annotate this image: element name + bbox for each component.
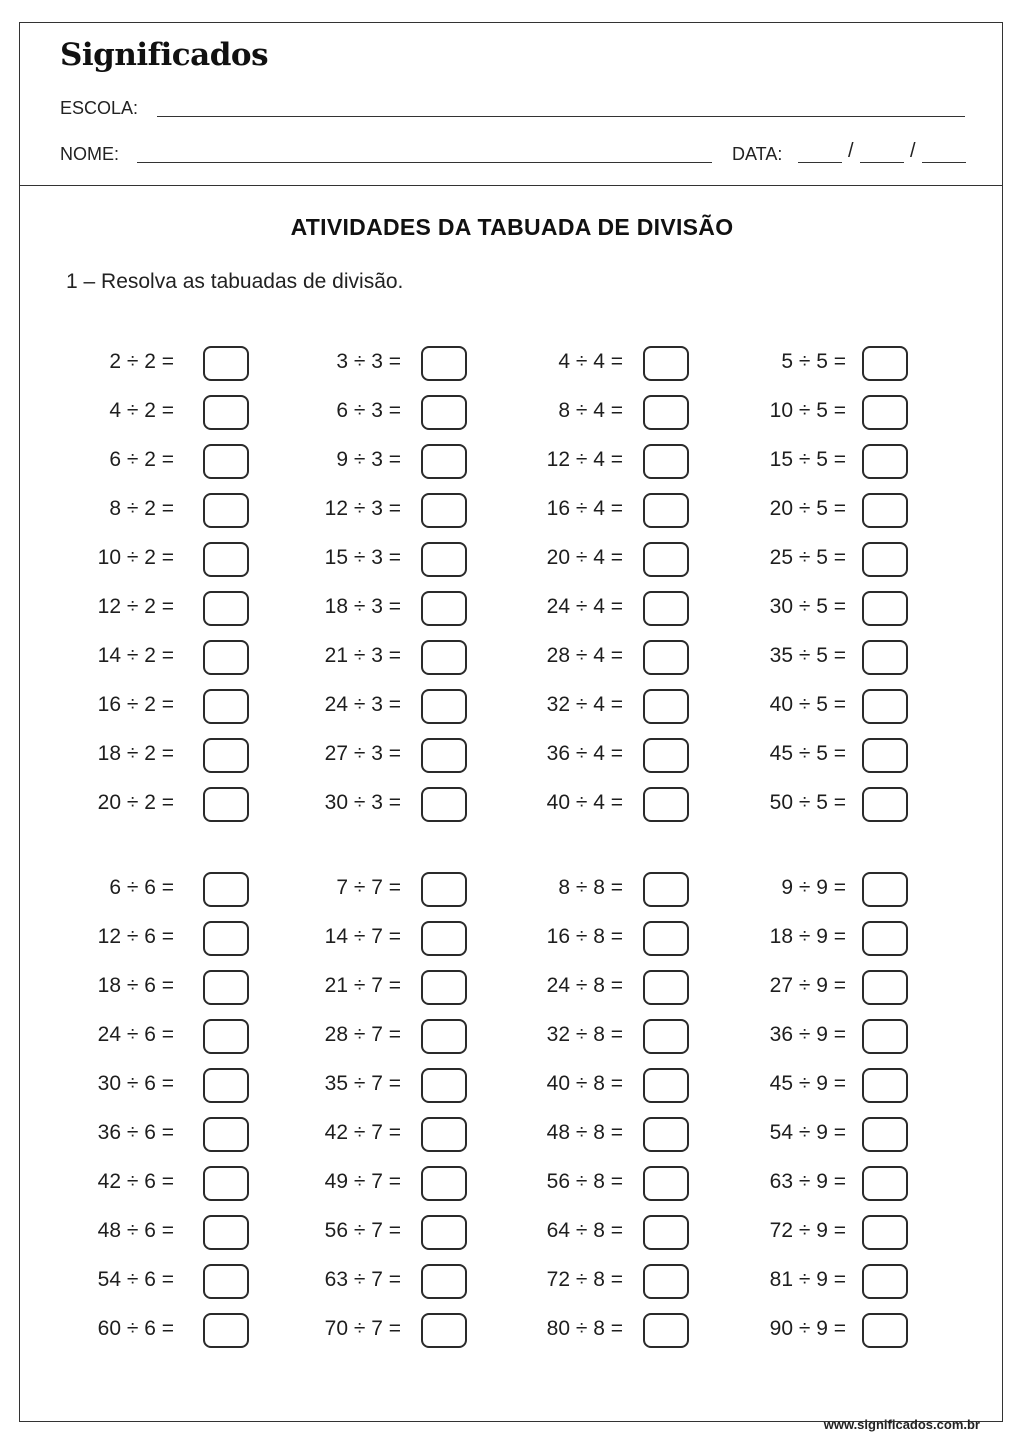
- answer-box[interactable]: [643, 1117, 689, 1152]
- answer-box[interactable]: [421, 493, 467, 528]
- answer-box[interactable]: [862, 1215, 908, 1250]
- answer-box[interactable]: [643, 689, 689, 724]
- division-problem: 12 ÷ 4 =: [546, 448, 623, 471]
- division-problem: 32 ÷ 8 =: [546, 1023, 623, 1046]
- answer-box[interactable]: [421, 738, 467, 773]
- answer-box[interactable]: [862, 346, 908, 381]
- division-problem: 5 ÷ 5 =: [781, 350, 846, 373]
- answer-box[interactable]: [203, 1313, 249, 1348]
- answer-box[interactable]: [643, 738, 689, 773]
- answer-box[interactable]: [421, 921, 467, 956]
- division-problem: 40 ÷ 4 =: [546, 791, 623, 814]
- division-problem: 18 ÷ 9 =: [769, 925, 846, 948]
- division-problem: 24 ÷ 8 =: [546, 974, 623, 997]
- worksheet-title: ATIVIDADES DA TABUADA DE DIVISÃO: [290, 214, 734, 240]
- answer-box[interactable]: [203, 395, 249, 430]
- brand-logo: Significados: [60, 37, 269, 73]
- division-problem: 35 ÷ 5 =: [769, 644, 846, 667]
- answer-box[interactable]: [862, 1264, 908, 1299]
- answer-box[interactable]: [203, 346, 249, 381]
- answer-box[interactable]: [643, 640, 689, 675]
- answer-box[interactable]: [203, 1117, 249, 1152]
- answer-box[interactable]: [643, 1019, 689, 1054]
- answer-box[interactable]: [643, 395, 689, 430]
- answer-box[interactable]: [421, 395, 467, 430]
- answer-box[interactable]: [203, 872, 249, 907]
- division-problem: 4 ÷ 2 =: [109, 399, 174, 422]
- answer-box[interactable]: [421, 1019, 467, 1054]
- answer-box[interactable]: [862, 872, 908, 907]
- answer-box[interactable]: [643, 346, 689, 381]
- answer-box[interactable]: [643, 970, 689, 1005]
- answer-box[interactable]: [203, 493, 249, 528]
- division-problem: 45 ÷ 5 =: [769, 742, 846, 765]
- division-problem: 56 ÷ 8 =: [546, 1170, 623, 1193]
- answer-box[interactable]: [203, 738, 249, 773]
- division-problem: 21 ÷ 3 =: [324, 644, 401, 667]
- division-problem: 40 ÷ 8 =: [546, 1072, 623, 1095]
- school-label: ESCOLA:: [60, 98, 139, 118]
- division-problem: 36 ÷ 4 =: [546, 742, 623, 765]
- division-problem: 24 ÷ 4 =: [546, 595, 623, 618]
- school-field[interactable]: [157, 116, 965, 117]
- answer-box[interactable]: [862, 689, 908, 724]
- answer-box[interactable]: [421, 640, 467, 675]
- division-problem: 28 ÷ 4 =: [546, 644, 623, 667]
- answer-box[interactable]: [643, 542, 689, 577]
- division-problem: 25 ÷ 5 =: [769, 546, 846, 569]
- answer-box[interactable]: [862, 970, 908, 1005]
- answer-box[interactable]: [643, 1068, 689, 1103]
- answer-box[interactable]: [421, 970, 467, 1005]
- division-problem: 49 ÷ 7 =: [324, 1170, 401, 1193]
- answer-box[interactable]: [643, 921, 689, 956]
- division-problem: 20 ÷ 2 =: [97, 791, 174, 814]
- division-problem: 63 ÷ 9 =: [769, 1170, 846, 1193]
- division-problem: 40 ÷ 5 =: [769, 693, 846, 716]
- division-problem: 16 ÷ 8 =: [546, 925, 623, 948]
- answer-box[interactable]: [643, 1215, 689, 1250]
- answer-box[interactable]: [862, 591, 908, 626]
- division-problem: 30 ÷ 5 =: [769, 595, 846, 618]
- division-problem: 6 ÷ 6 =: [109, 876, 174, 899]
- division-problem: 32 ÷ 4 =: [546, 693, 623, 716]
- answer-box[interactable]: [203, 1215, 249, 1250]
- answer-box[interactable]: [421, 1215, 467, 1250]
- answer-box[interactable]: [643, 1166, 689, 1201]
- division-problem: 3 ÷ 3 =: [336, 350, 401, 373]
- answer-box[interactable]: [421, 1166, 467, 1201]
- division-problem: 28 ÷ 7 =: [324, 1023, 401, 1046]
- answer-box[interactable]: [203, 444, 249, 479]
- division-problem: 16 ÷ 2 =: [97, 693, 174, 716]
- division-problem: 81 ÷ 9 =: [769, 1268, 846, 1291]
- answer-box[interactable]: [203, 921, 249, 956]
- answer-box[interactable]: [643, 872, 689, 907]
- division-problem: 8 ÷ 2 =: [109, 497, 174, 520]
- answer-box[interactable]: [203, 640, 249, 675]
- answer-box[interactable]: [862, 787, 908, 822]
- division-problem: 30 ÷ 6 =: [97, 1072, 174, 1095]
- answer-box[interactable]: [862, 1313, 908, 1348]
- name-label: NOME:: [60, 144, 120, 164]
- answer-box[interactable]: [643, 787, 689, 822]
- answer-box[interactable]: [421, 872, 467, 907]
- division-problem: 30 ÷ 3 =: [324, 791, 401, 814]
- answer-box[interactable]: [862, 1019, 908, 1054]
- answer-box[interactable]: [421, 444, 467, 479]
- division-problem: 12 ÷ 3 =: [324, 497, 401, 520]
- division-problem: 60 ÷ 6 =: [97, 1317, 174, 1340]
- division-problem: 42 ÷ 7 =: [324, 1121, 401, 1144]
- division-problem: 70 ÷ 7 =: [324, 1317, 401, 1340]
- answer-box[interactable]: [862, 1166, 908, 1201]
- division-problem: 12 ÷ 2 =: [97, 595, 174, 618]
- division-problem: 18 ÷ 6 =: [97, 974, 174, 997]
- answer-box[interactable]: [421, 1264, 467, 1299]
- division-problem: 6 ÷ 2 =: [109, 448, 174, 471]
- answer-box[interactable]: [643, 493, 689, 528]
- division-problem: 72 ÷ 8 =: [546, 1268, 623, 1291]
- answer-box[interactable]: [421, 346, 467, 381]
- answer-box[interactable]: [862, 493, 908, 528]
- worksheet-header: [20, 23, 1002, 186]
- answer-box[interactable]: [203, 689, 249, 724]
- footer-url: www.significados.com.br: [823, 1417, 980, 1432]
- division-problem: 24 ÷ 3 =: [324, 693, 401, 716]
- answer-box[interactable]: [643, 444, 689, 479]
- division-problem: 48 ÷ 6 =: [97, 1219, 174, 1242]
- name-field[interactable]: [137, 162, 712, 163]
- division-problem: 27 ÷ 3 =: [324, 742, 401, 765]
- answer-box[interactable]: [421, 591, 467, 626]
- division-problem: 18 ÷ 3 =: [324, 595, 401, 618]
- division-problem: 14 ÷ 7 =: [324, 925, 401, 948]
- answer-box[interactable]: [203, 1019, 249, 1054]
- division-problem: 9 ÷ 3 =: [336, 448, 401, 471]
- answer-box[interactable]: [203, 1166, 249, 1201]
- division-problem: 8 ÷ 8 =: [558, 876, 623, 899]
- division-problem: 20 ÷ 4 =: [546, 546, 623, 569]
- date-separator: /: [910, 140, 916, 162]
- date-separator: /: [848, 140, 854, 162]
- division-problem: 12 ÷ 6 =: [97, 925, 174, 948]
- division-problem: 45 ÷ 9 =: [769, 1072, 846, 1095]
- answer-box[interactable]: [203, 591, 249, 626]
- answer-box[interactable]: [421, 1313, 467, 1348]
- date-label: DATA:: [732, 144, 783, 164]
- division-problem: 35 ÷ 7 =: [324, 1072, 401, 1095]
- division-problem: 2 ÷ 2 =: [109, 350, 174, 373]
- answer-box[interactable]: [862, 542, 908, 577]
- division-problem: 10 ÷ 2 =: [97, 546, 174, 569]
- date-year-field[interactable]: [922, 162, 966, 163]
- instruction-text: 1 – Resolva as tabuadas de divisão.: [66, 270, 404, 293]
- date-day-field[interactable]: [798, 162, 842, 163]
- answer-box[interactable]: [421, 1117, 467, 1152]
- division-problem: 7 ÷ 7 =: [336, 876, 401, 899]
- division-problem: 24 ÷ 6 =: [97, 1023, 174, 1046]
- date-month-field[interactable]: [860, 162, 904, 163]
- division-problem: 63 ÷ 7 =: [324, 1268, 401, 1291]
- answer-box[interactable]: [862, 395, 908, 430]
- division-problem: 36 ÷ 6 =: [97, 1121, 174, 1144]
- division-problem: 64 ÷ 8 =: [546, 1219, 623, 1242]
- answer-box[interactable]: [203, 542, 249, 577]
- answer-box[interactable]: [421, 787, 467, 822]
- division-problem: 72 ÷ 9 =: [769, 1219, 846, 1242]
- division-problem: 80 ÷ 8 =: [546, 1317, 623, 1340]
- answer-box[interactable]: [421, 542, 467, 577]
- division-problem: 9 ÷ 9 =: [781, 876, 846, 899]
- division-problem: 18 ÷ 2 =: [97, 742, 174, 765]
- answer-box[interactable]: [643, 1264, 689, 1299]
- division-problem: 50 ÷ 5 =: [769, 791, 846, 814]
- division-problem: 15 ÷ 5 =: [769, 448, 846, 471]
- division-problem: 15 ÷ 3 =: [324, 546, 401, 569]
- division-problem: 8 ÷ 4 =: [558, 399, 623, 422]
- division-problem: 56 ÷ 7 =: [324, 1219, 401, 1242]
- division-problem: 54 ÷ 6 =: [97, 1268, 174, 1291]
- division-problem: 36 ÷ 9 =: [769, 1023, 846, 1046]
- division-problem: 20 ÷ 5 =: [769, 497, 846, 520]
- answer-box[interactable]: [643, 1313, 689, 1348]
- answer-box[interactable]: [862, 1068, 908, 1103]
- division-problem: 6 ÷ 3 =: [336, 399, 401, 422]
- division-problem: 10 ÷ 5 =: [769, 399, 846, 422]
- division-problem: 48 ÷ 8 =: [546, 1121, 623, 1144]
- answer-box[interactable]: [203, 1264, 249, 1299]
- answer-box[interactable]: [421, 1068, 467, 1103]
- division-problem: 27 ÷ 9 =: [769, 974, 846, 997]
- answer-box[interactable]: [203, 970, 249, 1005]
- division-problem: 21 ÷ 7 =: [324, 974, 401, 997]
- division-problem: 54 ÷ 9 =: [769, 1121, 846, 1144]
- answer-box[interactable]: [862, 1117, 908, 1152]
- answer-box[interactable]: [643, 591, 689, 626]
- division-problem: 4 ÷ 4 =: [558, 350, 623, 373]
- division-problem: 42 ÷ 6 =: [97, 1170, 174, 1193]
- answer-box[interactable]: [862, 921, 908, 956]
- answer-box[interactable]: [862, 738, 908, 773]
- answer-box[interactable]: [203, 787, 249, 822]
- division-problem: 14 ÷ 2 =: [97, 644, 174, 667]
- answer-box[interactable]: [203, 1068, 249, 1103]
- answer-box[interactable]: [862, 444, 908, 479]
- division-problem: 90 ÷ 9 =: [769, 1317, 846, 1340]
- answer-box[interactable]: [862, 640, 908, 675]
- division-problem: 16 ÷ 4 =: [546, 497, 623, 520]
- answer-box[interactable]: [421, 689, 467, 724]
